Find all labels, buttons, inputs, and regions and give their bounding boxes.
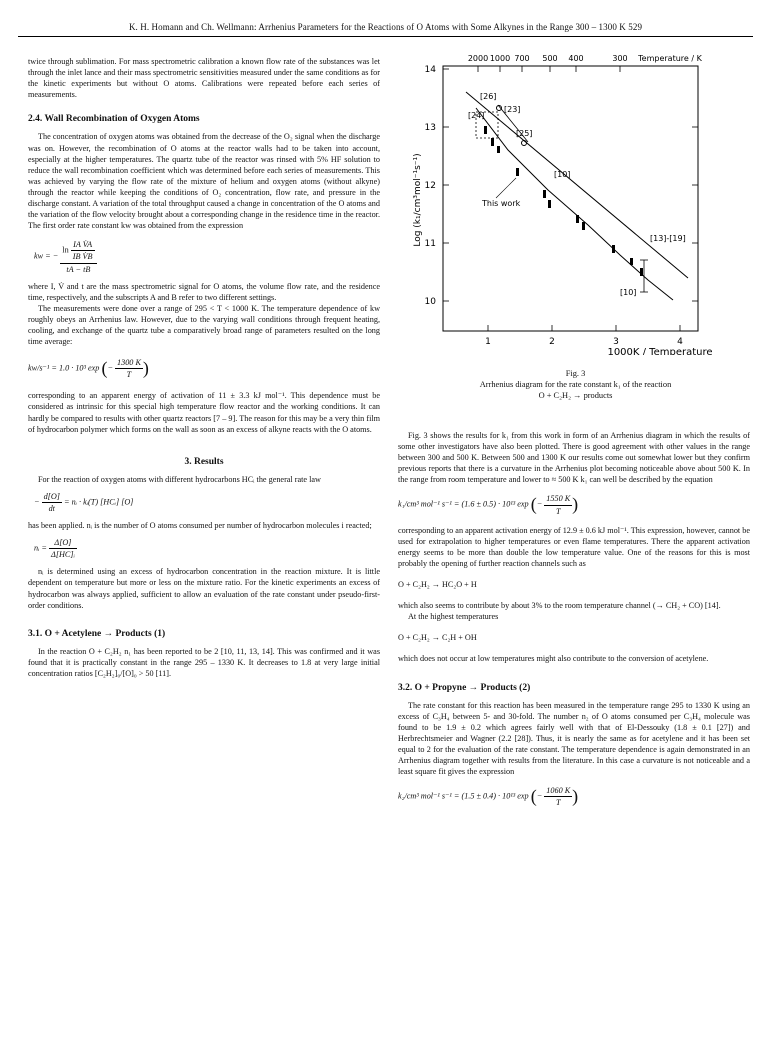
equation-k1: k₁/cm³ mol⁻¹ s⁻¹ = (1.6 ± 0.5) · 10¹³ exp (− $\frac{1550 K}{T}$ ) [398, 494, 579, 516]
paragraph: Fig. 3 shows the results for k₁ from this work in form of an Arrhenius diagram in which the results of some other investigators have also been plotted. There is good agreement with other values in the range between 300 and 500 K. Between 500 and 1300 K our results come out somewhat lower but they confirm previous reports that there is a curvature in the Arrhenius plot becoming noticeable above about 500 K. In the range from room temperature and lower to ≈ 500 K k₁ can well be described by the equation [398, 431, 750, 485]
caption-line: Fig. 3 [565, 369, 586, 378]
equation-kw [34, 239, 380, 274]
equation-k2: k₂/cm³ mol⁻¹ s⁻¹ = (1.5 ± 0.4) · 10¹³ exp (− $\frac{1060 K}{T}$ ) [398, 786, 579, 808]
eq-text: k₂/cm³ mol⁻¹ s⁻¹ = (1.5 ± 0.4) · 10¹³ exp [398, 791, 529, 801]
eq-den: Δ[HC]ᵢ [51, 550, 75, 560]
top-tick-label: 700 [514, 54, 530, 63]
x-tick-label: 4 [677, 337, 683, 347]
eq-lhs: nᵢ = [34, 543, 47, 553]
ref-label: [24] [468, 111, 485, 120]
ref-label: [26] [480, 92, 497, 101]
paragraph: which does not occur at low temperatures might also contribute to the conversion of acetylene. [398, 654, 709, 664]
x-tick-label: 1 [485, 337, 491, 347]
paragraph: twice through sublimation. For mass spectrometric calibration a known flow rate of the substances was let through the inlet lance and their mass spectrometric sensitivities measured under the same conditions as for the kinetic experiments but without O atoms. Calibrations were repeated before each series of measurements. [28, 57, 380, 100]
eq-den: dt [48, 504, 55, 513]
x-axis-title: 1000K / Temperature [607, 347, 713, 355]
ref-label: [23] [504, 105, 521, 114]
eq-den: T [126, 370, 132, 380]
eq-text: k₁/cm³ mol⁻¹ s⁻¹ = (1.6 ± 0.5) · 10¹³ exp [398, 499, 529, 509]
equation-kw-arrhenius: kw/s⁻¹ = 1.0 · 10³ exp (− $\frac{1300 K}{T}$ ) [28, 358, 149, 380]
right-column [398, 430, 750, 808]
eq-denominator: tA − tB [66, 264, 91, 274]
paragraph: The concentration of oxygen atoms was obtained from the decrease of the O₂ signal when the discharge was on. However, the recombination of O atoms at the reactor walls had to be taken into account, especially at the higher temperatures. The quartz tube of the reactor was rinsed with 5% HF solution to reduce the wall recombination coefficient which was determined before each series of measurements. This was achieved by varying the flow rate of the mixture of helium and oxygen atoms (without alkyne) through the reactor while keeping the conditions of O₂ concentration, flow rate, and pressure in the discharge constant. A variation of the total throughput caused a change in concentration of the O atoms and the variation of the flow velocity brought about a corresponding change in the residence time in the reactor. The first order rate constant kw was obtained from the expression [28, 132, 380, 231]
caption-line: Arrhenius diagram for the rate constant k₁ of the reaction [479, 380, 672, 389]
paragraph: At the highest temperatures [408, 612, 499, 622]
top-tick-label: 2000 [467, 54, 489, 63]
eq-text: kw/s⁻¹ = 1.0 · 10³ exp [28, 363, 100, 373]
this-work-label: This work [482, 199, 521, 208]
x-tick-label: 2 [549, 337, 555, 347]
figure-caption [398, 368, 753, 401]
top-tick-label: 300 [612, 54, 628, 63]
paragraph: where I, V̇ and t are the mass spectrometric signal for O atoms, the volume flow rate, and the residence time, respectively, and the subscripts A and B refer to two different settings. [28, 281, 380, 302]
paragraph: has been applied. nᵢ is the number of O atoms consumed per number of hydrocarbon molecules i reacted; [28, 521, 372, 531]
paragraph: The measurements were done over a range of 295 < T < 1000 K. The temperature dependence of kw roughly obeys an Arrhenius law. However, due to the varying wall conditions through frequent heating, cooling, and exchange of the quartz tube a comparatively broad range of parameters resulted on the long time average: [28, 303, 380, 347]
eq-den: T [555, 798, 561, 808]
paragraph: corresponding to an apparent energy of activation of 11 ± 3.3 kJ mol⁻¹. This dependence must be considered as intrinsic for this special high temperature flow reactor and the working conditions. It can hardly be compared to results with other quartz reactors [7 – 9]. The reason for this may be a very thin film of hydrocarbon polymer which forms on the wall as soon as an excess of alkyne reacts with the O atoms. [28, 391, 380, 434]
y-tick-label: 14 [424, 65, 436, 75]
section-heading: 3.2. O + Propyne → Products (2) [398, 682, 531, 693]
paragraph: For the reaction of oxygen atoms with different hydrocarbons HCᵢ the general rate law [38, 474, 321, 484]
y-axis-title: Log (k₁/cm³mol⁻¹s⁻¹) [413, 153, 423, 247]
section-heading: 3.1. O + Acetylene → Products (1) [28, 628, 166, 639]
eq-rhs: = nᵢ · kᵢ(T) [HCᵢ] [O] [64, 497, 134, 507]
eq-num: 1300 K [115, 357, 143, 369]
reaction-equation: O + C₂H₂ → HC₂O + H [398, 580, 477, 590]
top-axis-title: Temperature / K [638, 54, 702, 63]
header-rule [18, 36, 753, 37]
eq-num: d[O] [42, 491, 62, 503]
section-heading: 3. Results [184, 456, 224, 467]
paragraph: nᵢ is determined using an excess of hydrocarbon concentration in the reaction mixture. It is little dependent on temperature but more or less on the mixture ratio. For the kinetic experiments an excess of hydrocarbon was always applied, sufficient to allow an evaluation of the rate constant under pseudo-first-order conditions. [28, 567, 380, 610]
equation-n [34, 537, 380, 560]
y-tick-label: 11 [424, 239, 436, 249]
y-tick-label: 12 [424, 181, 436, 191]
top-tick-label: 400 [568, 54, 584, 63]
ref-point-25 [522, 141, 527, 146]
ref-label: [13]-[19] [650, 234, 686, 243]
paragraph: which also seems to contribute by about 3% to the room temperature channel (→ CH₂ + CO) [14]. [398, 601, 721, 611]
running-header: K. H. Homann and Ch. Wellmann: Arrhenius Parameters for the Reactions of O Atoms with Some Alkynes in the Range 300 – 1300 K 529 [128, 22, 643, 32]
y-tick-label: 13 [424, 123, 436, 133]
eq-lhs: kw = − [34, 251, 59, 261]
paragraph: In the reaction O + C₂H₂ n₁ has been reported to be 2 [10, 11, 13, 14]. This was confirmed and it was found that it is practically constant in the range 295 – 1330 K. It decreases to 1.8 at very large initial concentration ratios [C₂H₂]₀/[O]₀ > 50 [11]. [28, 646, 380, 679]
arrhenius-figure [398, 50, 753, 355]
eq-num: 1060 K [544, 785, 572, 797]
ref-line-10 [466, 92, 688, 278]
reaction-equation: O + C₂H₂ → C₂H + OH [398, 633, 477, 643]
caption-line: O + C₂H₂ → products [538, 391, 613, 400]
y-tick-label: 10 [424, 297, 436, 307]
ref-label: [10] [554, 170, 571, 179]
section-heading: 2.4. Wall Recombination of Oxygen Atoms [28, 114, 200, 125]
paragraph: corresponding to an apparent activation energy of 12.9 ± 0.6 kJ mol⁻¹. This expression, however, cannot be used for extrapolation to higher temperatures or even flame temperatures. There the apparent activation energy seems to be more than double the low temperature value. One of the reasons for this is most probably the opening of further reaction channels such as [398, 525, 750, 568]
ref-label: [10] [620, 288, 637, 297]
eq-den: T [555, 506, 561, 516]
top-tick-label: 500 [542, 54, 558, 63]
eq-num: Δ[O] [49, 537, 77, 549]
paragraph: The rate constant for this reaction has been measured in the temperature range 295 to 1330 K using an excess of C₃H₄ between 5- and 30-fold. The number n₂ of O atoms consumed per C₃H₄ molecule was found to be 1.9 ± 0.2 which agrees fairly well with that of El-Dessouky (1.8 ± 0.1 [27]) and Herbrechtsmeier and Wagner (2.2 [28]). Thus, it is nearly the same as for acetylene and it has been set equal to 2 for the evaluation of the rate constant. The temperature dependence is again demonstrated in an Arrhenius diagram together with results from the literature. In this case a curvature is not noticeable and a least square fit gives the expression [398, 700, 750, 777]
eq-num: 1550 K [544, 493, 572, 505]
eq-num: IA V̇A [71, 239, 95, 251]
top-tick-label: 1000 [489, 54, 511, 63]
left-column [28, 56, 380, 679]
eq-fraction [60, 239, 96, 274]
ref-label: [25] [516, 129, 533, 138]
eq-den: IB V̇B [72, 252, 93, 262]
equation-rate-law: − $\frac{d[O]}{dt}$ = nᵢ · kᵢ(T) [HCᵢ] [O] [34, 491, 134, 513]
x-tick-label: 3 [613, 337, 619, 347]
eq-ln: ln [62, 245, 69, 255]
